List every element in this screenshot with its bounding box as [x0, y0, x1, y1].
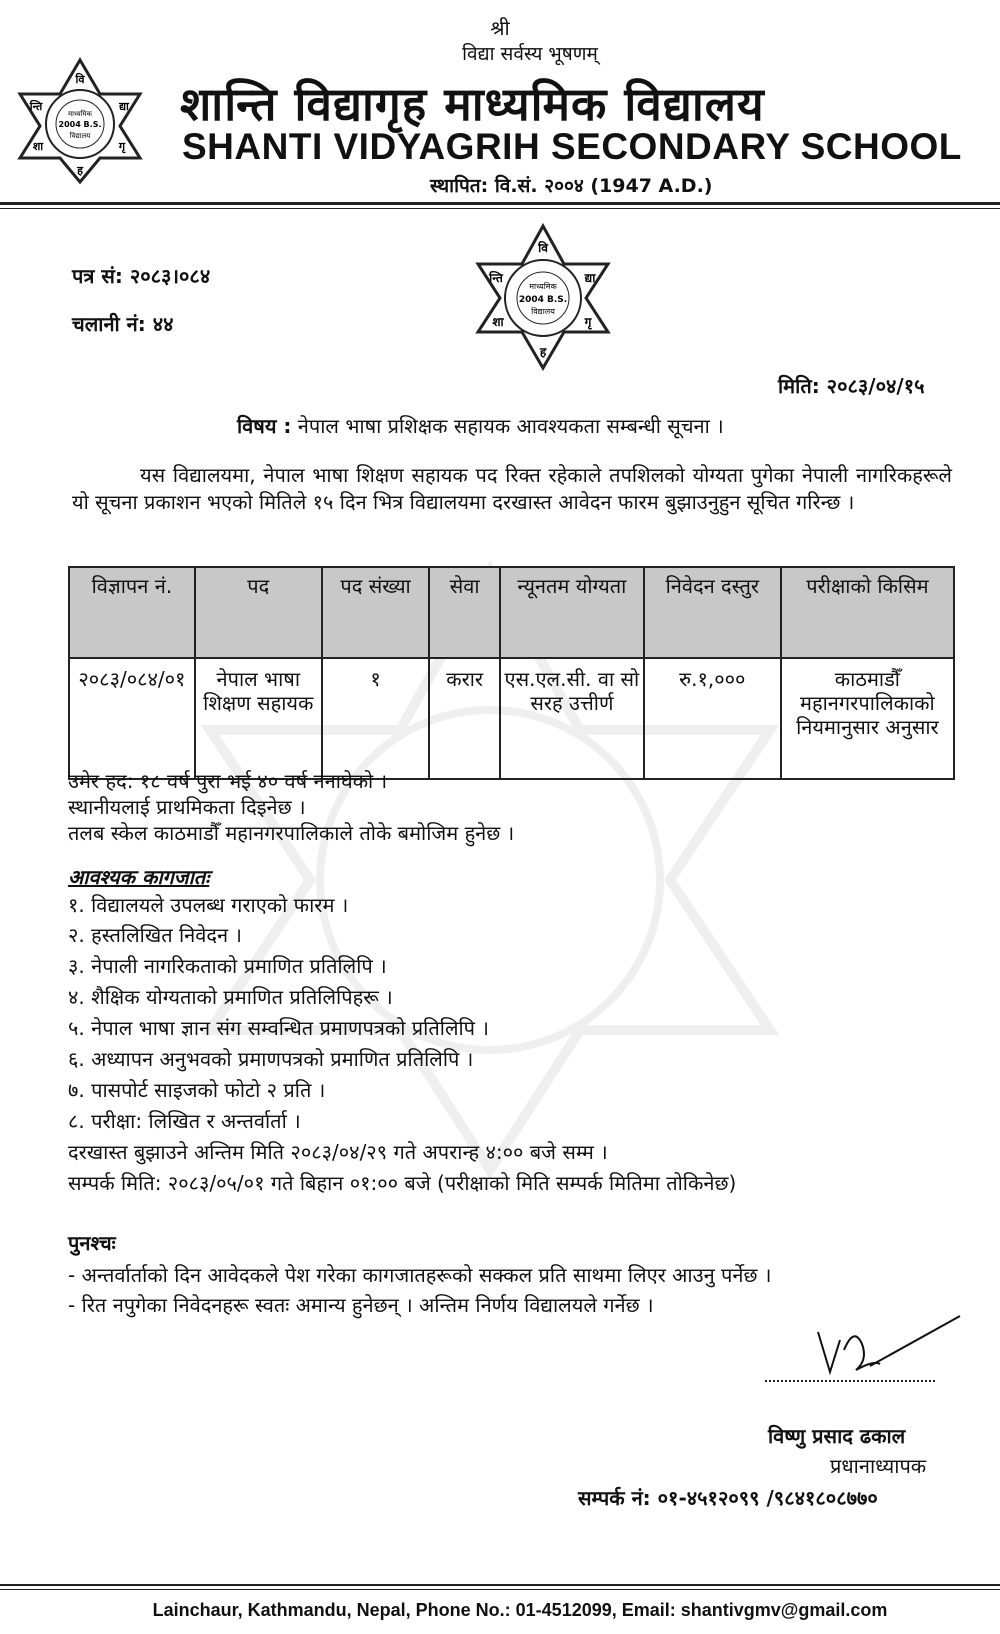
- table-header-row: [69, 567, 954, 658]
- logo-letter-5: शा: [32, 140, 44, 153]
- seal-letter-4: ह: [539, 345, 547, 359]
- table-row: [69, 658, 954, 779]
- established-date: स्थापित: वि.सं. २००४ (1947 A.D.): [430, 175, 713, 197]
- vacancy-table: [68, 566, 955, 780]
- postscript-title: पुनश्चः: [68, 1231, 116, 1255]
- postscript-item: - रित नपुगेका निवेदनहरू स्वतः अमान्य हुनेछन् । अन्तिम निर्णय विद्यालयले गर्नेछ ।: [68, 1293, 654, 1317]
- logo-inner-top: माध्यमिक: [67, 110, 93, 118]
- subject-line: [237, 412, 724, 439]
- header-shri: श्री: [490, 16, 510, 40]
- list-item: ३. नेपाली नागरिकताको प्रमाणित प्रतिलिपि ।: [68, 954, 387, 978]
- seal-inner-year: 2004 B.S.: [518, 295, 568, 305]
- col-ad-number: विज्ञापन नं.: [69, 567, 195, 658]
- letter-number: पत्र सं: २०८३।०८४: [72, 264, 211, 288]
- school-name-english: SHANTI VIDYAGRIH SECONDARY SCHOOL: [182, 126, 962, 167]
- logo-letter-1: वि: [75, 73, 85, 86]
- list-item: २. हस्तलिखित निवेदन ।: [68, 923, 243, 947]
- seal-letter-3: गृ: [584, 315, 592, 329]
- signature-mark: [810, 1310, 970, 1386]
- header-divider-thin: [0, 208, 1000, 209]
- signatory-contact: सम्पर्क नं: ०१-४५१२०९९ /९८४१८०८७७०: [578, 1486, 878, 1510]
- seal-letter-1: वि: [538, 241, 548, 255]
- signatory-name: विष्णु प्रसाद ढकाल: [768, 1424, 906, 1448]
- footer-divider-thin: [0, 1589, 1000, 1590]
- signatory-title: प्रधानाध्यापक: [830, 1454, 927, 1478]
- cell-service: करार: [429, 658, 499, 779]
- header-divider: [0, 202, 1000, 205]
- seal-inner-bottom: विद्यालय: [531, 307, 555, 316]
- application-deadline: दरखास्त बुझाउने अन्तिम मिति २०८३/०४/२९ गते अपरान्ह ४:०० बजे सम्म ।: [68, 1140, 608, 1164]
- cell-post: नेपाल भाषा शिक्षण सहायक: [195, 658, 322, 779]
- condition-age: उमेर हद: १८ वर्ष पुरा भई ४० वर्ष ननाघेको ।: [68, 769, 388, 793]
- col-application-fee: निवेदन दस्तुर: [644, 567, 781, 658]
- list-item: ८. परीक्षा: लिखित र अन्तर्वार्ता ।: [68, 1109, 301, 1133]
- condition-salary: तलब स्केल काठमाडौँ महानगरपालिकाले तोके बमोजिम हुनेछ ।: [68, 821, 515, 845]
- list-item: १. विद्यालयले उपलब्ध गराएको फारम ।: [68, 893, 349, 917]
- notice-body: यस विद्यालयमा, नेपाल भाषा शिक्षण सहायक पद रिक्त रहेकाले तपशिलको योग्यता पुगेका नेपाली नागरिकहरूले यो सूचना प्रकाशन भएको मितिले १५ दिन भित्र विद्यालयमा दरखास्त आवेदन फारम बुझाउनुहुन सूचित गरिन्छ ।: [72, 463, 952, 514]
- school-seal: [468, 222, 618, 376]
- cell-ad-number: २०८३/०८४/०१: [69, 658, 195, 779]
- logo-inner-bottom: विद्यालय: [69, 132, 91, 140]
- dispatch-number: चलानी नं: ४४: [72, 312, 174, 336]
- subject-label: विषय :: [237, 414, 292, 438]
- school-logo: [10, 56, 150, 190]
- col-min-qualification: न्यूनतम योग्यता: [500, 567, 644, 658]
- list-item: ७. पासपोर्ट साइजको फोटो २ प्रति ।: [68, 1078, 326, 1102]
- cell-exam-type: काठमाडौँ महानगरपालिकाको नियमानुसार अनुसार: [781, 658, 954, 779]
- subject-text: नेपाल भाषा प्रशिक्षक सहायक आवश्यकता सम्बन्धी सूचना ।: [297, 414, 724, 438]
- letter-date: मिति: २०८३/०४/१५: [778, 374, 925, 398]
- header-motto: विद्या सर्वस्य भूषणम्: [462, 43, 598, 65]
- list-item: ५. नेपाल भाषा ज्ञान संग सम्वन्धित प्रमाणपत्रको प्रतिलिपि ।: [68, 1016, 489, 1040]
- col-post: पद: [195, 567, 322, 658]
- logo-letter-4: ह: [77, 164, 83, 177]
- school-name-nepali: शान्ति विद्यागृह माध्यमिक विद्यालय: [180, 77, 765, 131]
- list-item: ४. शैक्षिक योग्यताको प्रमाणित प्रतिलिपिहरू ।: [68, 985, 393, 1009]
- cell-application-fee: रु.१,०००: [644, 658, 781, 779]
- footer-divider: [0, 1584, 1000, 1586]
- col-exam-type: परीक्षाको किसिम: [781, 567, 954, 658]
- logo-letter-3: गृ: [118, 140, 126, 153]
- contact-date: सम्पर्क मिति: २०८३/०५/०१ गते बिहान ०१:०० बजे (परीक्षाको मिति सम्पर्क मितिमा तोकिनेछ): [68, 1171, 737, 1195]
- seal-letter-6: न्ति: [489, 271, 503, 285]
- logo-letter-2: द्या: [119, 100, 129, 113]
- seal-inner-top: माध्यमिक: [529, 282, 557, 291]
- logo-inner-year: 2004 B.S.: [58, 120, 102, 129]
- seal-letter-2: द्या: [584, 271, 596, 285]
- cell-post-count: १: [322, 658, 430, 779]
- col-service: सेवा: [429, 567, 499, 658]
- postscript-item: - अन्तर्वार्ताको दिन आवेदकले पेश गरेका कागजातहरूको सक्कल प्रति साथमा लिएर आउनु पर्नेछ ।: [68, 1263, 772, 1287]
- documents-title: आवश्यक कागजातः: [68, 865, 210, 889]
- signature-line: [765, 1380, 935, 1382]
- col-post-count: पद संख्या: [322, 567, 430, 658]
- footer-address: Lainchaur, Kathmandu, Nepal, Phone No.: 01-4512099, Email: shantivgmv@gmail.com: [152, 1600, 888, 1620]
- logo-letter-6: न्ति: [29, 100, 43, 113]
- list-item: ६. अध्यापन अनुभवको प्रमाणपत्रको प्रमाणित प्रतिलिपि ।: [68, 1047, 474, 1071]
- condition-local-priority: स्थानीयलाई प्राथमिकता दिइनेछ ।: [68, 795, 306, 819]
- cell-min-qualification: एस.एल.सी. वा सो सरह उत्तीर्ण: [500, 658, 644, 779]
- seal-letter-5: शा: [492, 315, 504, 329]
